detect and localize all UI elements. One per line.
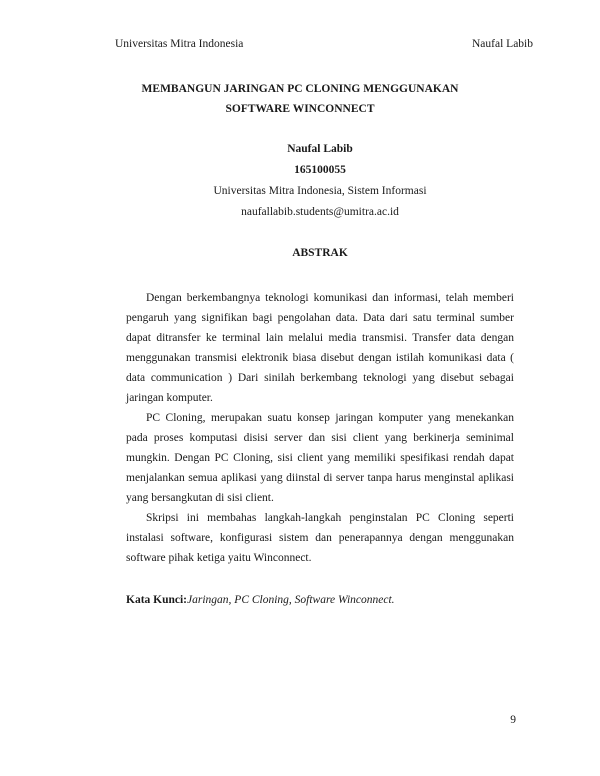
- page-number: 9: [510, 714, 516, 726]
- running-header-left: Universitas Mitra Indonesia: [115, 38, 244, 50]
- author-affiliation: Universitas Mitra Indonesia, Sistem Informasi: [213, 185, 427, 197]
- abstract-paragraph: Skripsi ini membahas langkah-langkah penginstalan PC Cloning seperti instalasi software, konfigurasi sistem dan penerapannya dengan menggunakan software pihak ketiga yaitu Winconnect.: [126, 512, 514, 564]
- author-name: Naufal Labib: [287, 143, 353, 155]
- paper-title-line-1: MEMBANGUN JARINGAN PC CLONING MENGGUNAKAN: [141, 83, 459, 95]
- paper-title-line-2: SOFTWARE WINCONNECT: [225, 103, 375, 115]
- abstract-heading: ABSTRAK: [292, 247, 348, 259]
- abstract-body: [126, 288, 514, 568]
- running-header-right: Naufal Labib: [472, 38, 533, 50]
- keywords-label: Kata Kunci:: [126, 594, 188, 606]
- abstract-paragraph: PC Cloning, merupakan suatu konsep jaringan komputer yang menekankan pada proses komputasi disisi server dan sisi client yang berkinerja seminimal mungkin. Dengan PC Cloning, sisi client yang memiliki spesifikasi rendah dapat menjalankan semua aplikasi yang diinstal di server tanpa harus menginstal aplikasi yang bersangkutan di sisi client.: [126, 412, 514, 504]
- author-email: naufallabib.students@umitra.ac.id: [241, 206, 399, 218]
- keywords: [126, 594, 395, 606]
- abstract-paragraph: Dengan berkembangnya teknologi komunikasi dan informasi, telah memberi pengaruh yang signifikan bagi pengolahan data. Data dari satu terminal sumber dapat ditransfer ke terminal lain melalui media transmisi. Transfer data dengan menggunakan transmisi elektronik biasa disebut dengan istilah komunikasi data ( data communication ) Dari sinilah berkembang teknologi yang disebut sebagai jaringan komputer.: [126, 292, 514, 404]
- author-student-id: 165100055: [294, 164, 346, 176]
- keywords-values: Jaringan, PC Cloning, Software Winconnect.: [187, 594, 395, 606]
